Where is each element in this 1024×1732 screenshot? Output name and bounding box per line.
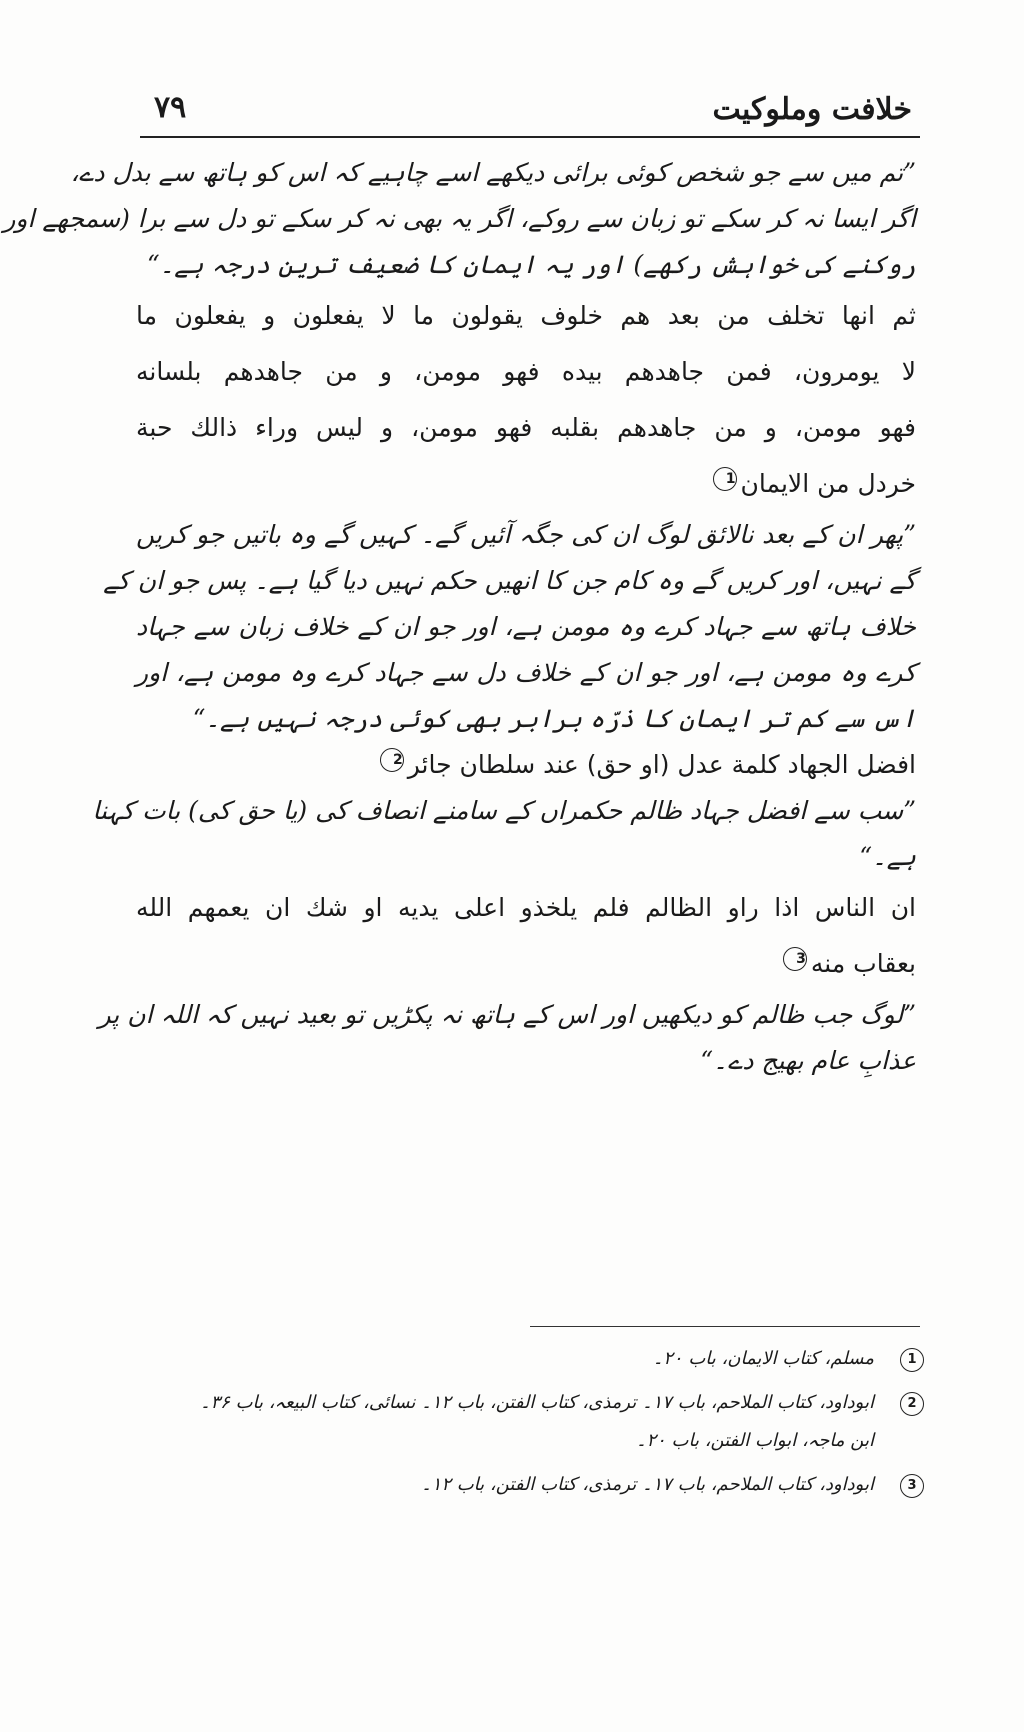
text-span: خردل من الايمان bbox=[740, 469, 916, 498]
urdu-translation-3 bbox=[92, 788, 916, 880]
text-line: ”تم میں سے جو شخص کوئی برائی دیکھے اسے چاہیے کہ اس کو ہاتھ سے بدل دے، bbox=[70, 158, 916, 187]
text-line: عذابِ عام بھیج دے۔“ bbox=[700, 1046, 916, 1075]
page-header bbox=[140, 88, 920, 138]
text-line: ”لوگ جب ظالم کو دیکھیں اور اس کے ہاتھ نہ پکڑیں تو بعید نہیں کہ اللہ ان پر bbox=[98, 1000, 916, 1029]
text-line: اس سے کم تر ایمان کا ذرّہ برابر بھی کوئی درجہ نہیں ہے۔“ bbox=[192, 704, 916, 733]
text-line bbox=[136, 742, 916, 788]
arabic-hadith-1 bbox=[136, 288, 916, 512]
urdu-translation-4 bbox=[98, 992, 916, 1084]
text-line: ہے۔“ bbox=[859, 842, 916, 871]
text-line bbox=[136, 936, 916, 992]
arabic-hadith-2 bbox=[136, 742, 916, 788]
text-line bbox=[136, 456, 916, 512]
text-line: ”پھر ان کے بعد نالائق لوگ ان کی جگہ آئیں گے۔ کہیں گے وہ باتیں جو کریں bbox=[136, 520, 916, 549]
footnote-text: ابوداود، کتاب الملاحم، باب ۱۷۔ ترمذی، کتاب الفتن، باب ۱۲۔ نسائی، کتاب البیعہ، باب ۳۶۔ bbox=[199, 1392, 874, 1413]
footnotes bbox=[134, 1340, 924, 1510]
text-span: بعقاب منه bbox=[810, 949, 916, 978]
footnote-1 bbox=[134, 1340, 924, 1378]
page-number: ۷۹ bbox=[154, 90, 187, 125]
footnote-number: 3 bbox=[900, 1474, 924, 1498]
text-line: کرے وہ مومن ہے، اور جو ان کے خلاف دل سے جہاد کرے وہ مومن ہے، اور bbox=[136, 658, 916, 687]
running-title: خلافت وملوکیت bbox=[712, 92, 912, 127]
footnote-3 bbox=[134, 1466, 924, 1504]
urdu-translation-2 bbox=[103, 512, 916, 742]
footnote-marker: 1 bbox=[713, 467, 737, 491]
footnote-text: مسلم، کتاب الایمان، باب ۲۰۔ bbox=[652, 1348, 874, 1369]
footnote-text: ابوداود، کتاب الملاحم، باب ۱۷۔ ترمذی، کتاب الفتن، باب ۱۲۔ bbox=[421, 1474, 874, 1495]
footnote-text: ابن ماجہ، ابواب الفتن، باب ۲۰۔ bbox=[635, 1430, 874, 1451]
text-line: ان الناس اذا راو الظالم فلم يلخذو اعلى يديه او شك ان يعمهم الله bbox=[136, 893, 916, 922]
text-line: ”سب سے افضل جہاد ظالم حکمراں کے سامنے انصاف کی (یا حق کی) بات کہنا bbox=[92, 796, 916, 825]
text-line: گے نہیں، اور کریں گے وہ کام جن کا انھیں حکم نہیں دیا گیا ہے۔ پس جو ان کے bbox=[103, 566, 916, 595]
footnote-2 bbox=[134, 1384, 924, 1460]
urdu-translation-1 bbox=[3, 150, 916, 288]
text-line: خلاف ہاتھ سے جہاد کرے وہ مومن ہے، اور جو ان کے خلاف زبان سے جہاد bbox=[136, 612, 916, 641]
main-text bbox=[3, 150, 916, 1084]
footnote-number: 2 bbox=[900, 1392, 924, 1416]
text-line: روکنے کی خواہش رکھے) اور یہ ایمان کا ضعیف ترین درجہ ہے۔“ bbox=[146, 250, 916, 279]
footnote-marker: 2 bbox=[380, 748, 404, 772]
arabic-hadith-3 bbox=[136, 880, 916, 992]
text-span: افضل الجهاد كلمة عدل (او حق) عند سلطان جائر bbox=[407, 750, 916, 779]
footnote-marker: 3 bbox=[783, 947, 807, 971]
text-line: ثم انها تخلف من بعد هم خلوف يقولون ما لا يفعلون و يفعلون ما bbox=[136, 301, 916, 330]
text-line: فهو مومن، و من جاهدهم بقلبه فهو مومن، و ليس وراء ذالك حبة bbox=[136, 413, 916, 442]
text-line: لا يومرون، فمن جاهدهم بيده فهو مومن، و من جاهدهم بلسانه bbox=[136, 357, 916, 386]
footnote-number: 1 bbox=[900, 1348, 924, 1372]
text-line: اگر ایسا نہ کر سکے تو زبان سے روکے، اگر یہ بھی نہ کر سکے تو دل سے برا (سمجھے اور bbox=[3, 204, 916, 233]
footnote-divider bbox=[530, 1326, 920, 1327]
